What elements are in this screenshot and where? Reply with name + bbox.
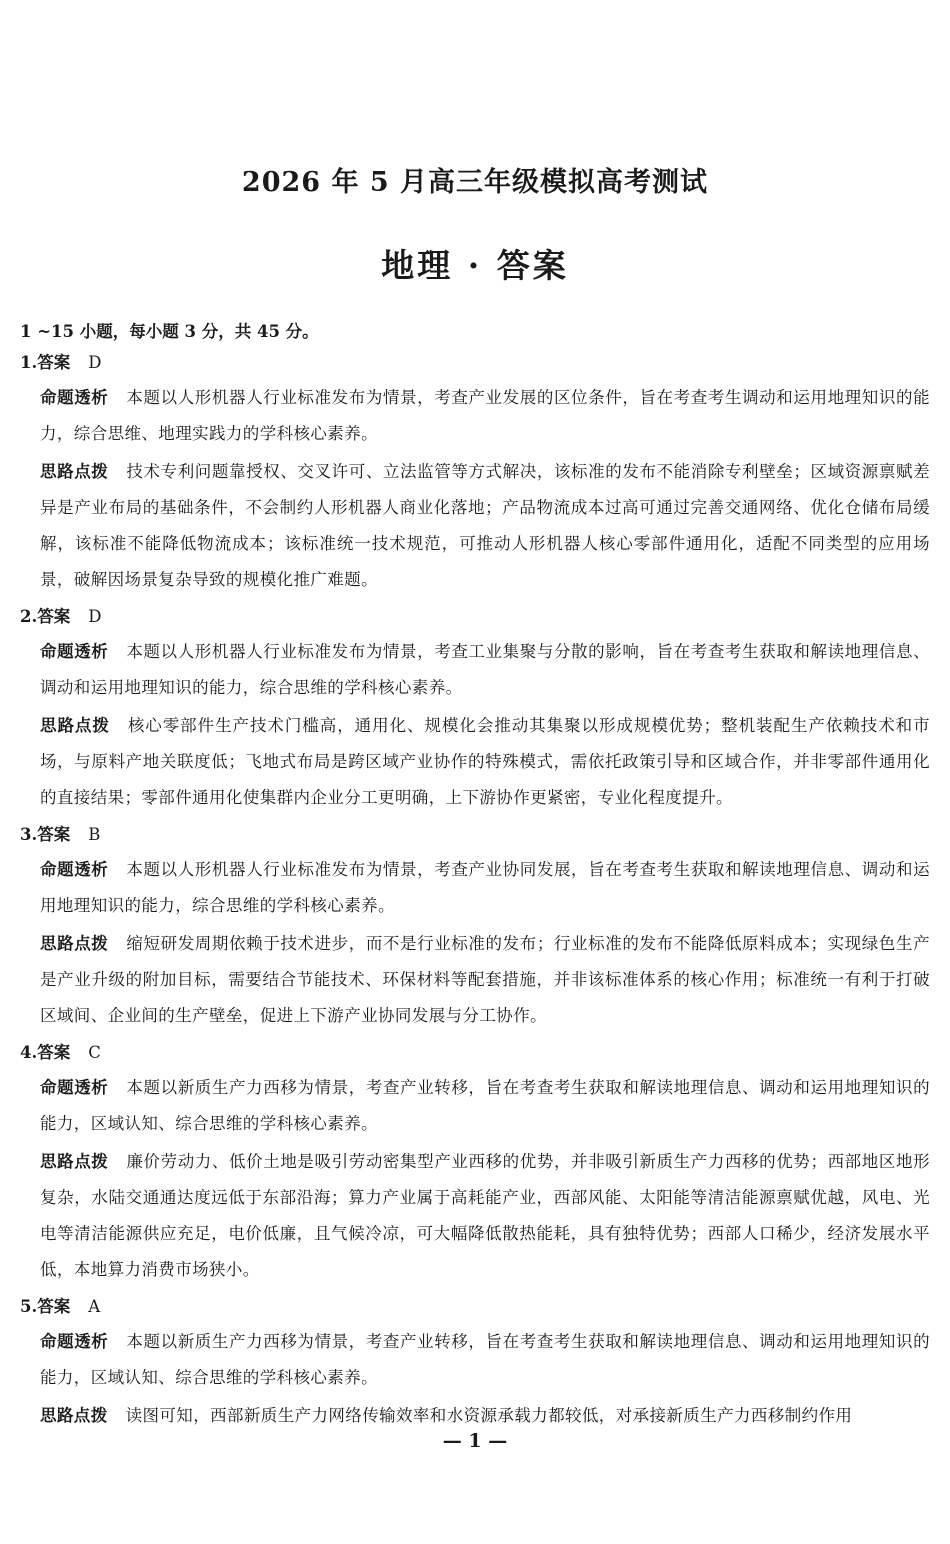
question-number: 1.	[20, 353, 38, 372]
intent-text: 本题以新质生产力西移为情景，考查产业转移，旨在考查考生获取和解读地理信息、调动和运用地理知识的能力，区域认知、综合思维的学科核心素养。	[40, 1332, 930, 1387]
answer-header	[20, 1290, 930, 1324]
answer-header	[20, 818, 930, 852]
approach-label: 思路点拨	[40, 1406, 108, 1425]
intent-label: 命题透析	[40, 1332, 109, 1351]
answer-item	[20, 600, 930, 816]
intent-label: 命题透析	[40, 388, 109, 407]
answer-item	[20, 1290, 930, 1434]
intent-text: 本题以人形机器人行业标准发布为情景，考查产业协同发展，旨在考查考生获取和解读地理信息、调动和运用地理知识的能力，综合思维的学科核心素养。	[40, 860, 930, 915]
approach-text: 缩短研发周期依赖于技术进步，而不是行业标准的发布；行业标准的发布不能降低原料成本；实现绿色生产是产业升级的附加目标，需要结合节能技术、环保材料等配套措施，并非该标准体系的核心作用；标准统一有利于打破区域间、企业间的生产壁垒，促进上下游产业协同发展与分工协作。	[40, 934, 930, 1025]
intent-label: 命题透析	[40, 1078, 109, 1097]
section-intro: 1 ~15 小题，每小题 3 分，共 45 分。	[20, 322, 319, 341]
answer-choice: D	[88, 353, 102, 372]
approach-label: 思路点拨	[40, 1152, 109, 1171]
page-subtitle: 地理 · 答案	[381, 246, 569, 285]
approach-text: 读图可知，西部新质生产力网络传输效率和水资源承载力都较低，对承接新质生产力西移制约作用	[125, 1406, 853, 1425]
intent-paragraph	[40, 1324, 930, 1396]
approach-text: 技术专利问题靠授权、交叉许可、立法监管等方式解决，该标准的发布不能消除专利壁垒；区域资源禀赋差异是产业布局的基础条件，不会制约人形机器人商业化落地；产品物流成本过高可通过完善交通网络、优化仓储布局缓解，该标准不能降低物流成本；该标准统一技术规范，可推动人形机器人核心零部件通用化，适配不同类型的应用场景，破解因场景复杂导致的规模化推广难题。	[40, 462, 930, 589]
answer-item	[20, 346, 930, 598]
approach-paragraph	[40, 1144, 930, 1288]
approach-text: 核心零部件生产技术门槛高，通用化、规模化会推动其集聚以形成规模优势；整机装配生产依赖技术和市场，与原料产地关联度低；飞地式布局是跨区域产业协作的特殊模式，需依托政策引导和区域合作，并非零部件通用化的直接结果；零部件通用化使集群内企业分工更明确，上下游协作更紧密，专业化程度提升。	[40, 716, 930, 807]
approach-text: 廉价劳动力、低价土地是吸引劳动密集型产业西移的优势，并非吸引新质生产力西移的优势；西部地区地形复杂，水陆交通通达度远低于东部沿海；算力产业属于高耗能产业，西部风能、太阳能等清洁能源禀赋优越，风电、光电等清洁能源供应充足，电价低廉，且气候冷凉，可大幅降低散热能耗，具有独特优势；西部人口稀少，经济发展水平低，本地算力消费市场狭小。	[40, 1152, 930, 1279]
approach-paragraph	[40, 1398, 930, 1434]
question-number: 3.	[20, 825, 38, 844]
approach-paragraph	[40, 926, 930, 1034]
answer-header	[20, 600, 930, 634]
question-number: 5.	[20, 1297, 38, 1316]
answer-label: 答案	[37, 607, 71, 626]
answer-label: 答案	[37, 825, 71, 844]
intent-text: 本题以新质生产力西移为情景，考查产业转移，旨在考查考生获取和解读地理信息、调动和运用地理知识的能力，区域认知、综合思维的学科核心素养。	[40, 1078, 930, 1133]
answer-choice: B	[88, 825, 101, 844]
page-title: 2026 年 5 月高三年级模拟高考测试	[241, 167, 709, 198]
answer-choice: A	[88, 1297, 101, 1316]
approach-label: 思路点拨	[40, 934, 109, 953]
page-number: — 1 —	[442, 1430, 508, 1452]
intent-label: 命题透析	[40, 860, 109, 879]
answer-label: 答案	[37, 353, 71, 372]
approach-label: 思路点拨	[40, 716, 110, 735]
answer-item	[20, 1036, 930, 1288]
intent-paragraph	[40, 1070, 930, 1142]
approach-paragraph	[40, 454, 930, 598]
answer-item	[20, 818, 930, 1034]
intent-paragraph	[40, 852, 930, 924]
answer-choice: D	[88, 607, 102, 626]
question-number: 2.	[20, 607, 38, 626]
answers-list	[20, 346, 930, 1436]
answer-label: 答案	[37, 1297, 71, 1316]
approach-paragraph	[40, 708, 930, 816]
intent-paragraph	[40, 380, 930, 452]
answer-header	[20, 346, 930, 380]
intent-label: 命题透析	[40, 642, 109, 661]
answer-header	[20, 1036, 930, 1070]
approach-label: 思路点拨	[40, 462, 109, 481]
intent-paragraph	[40, 634, 930, 706]
intent-text: 本题以人形机器人行业标准发布为情景，考查工业集聚与分散的影响，旨在考查考生获取和解读地理信息、调动和运用地理知识的能力，综合思维的学科核心素养。	[40, 642, 930, 697]
answer-choice: C	[88, 1043, 101, 1062]
answer-label: 答案	[37, 1043, 71, 1062]
intent-text: 本题以人形机器人行业标准发布为情景，考查产业发展的区位条件，旨在考查考生调动和运用地理知识的能力，综合思维、地理实践力的学科核心素养。	[40, 388, 930, 443]
question-number: 4.	[20, 1043, 38, 1062]
